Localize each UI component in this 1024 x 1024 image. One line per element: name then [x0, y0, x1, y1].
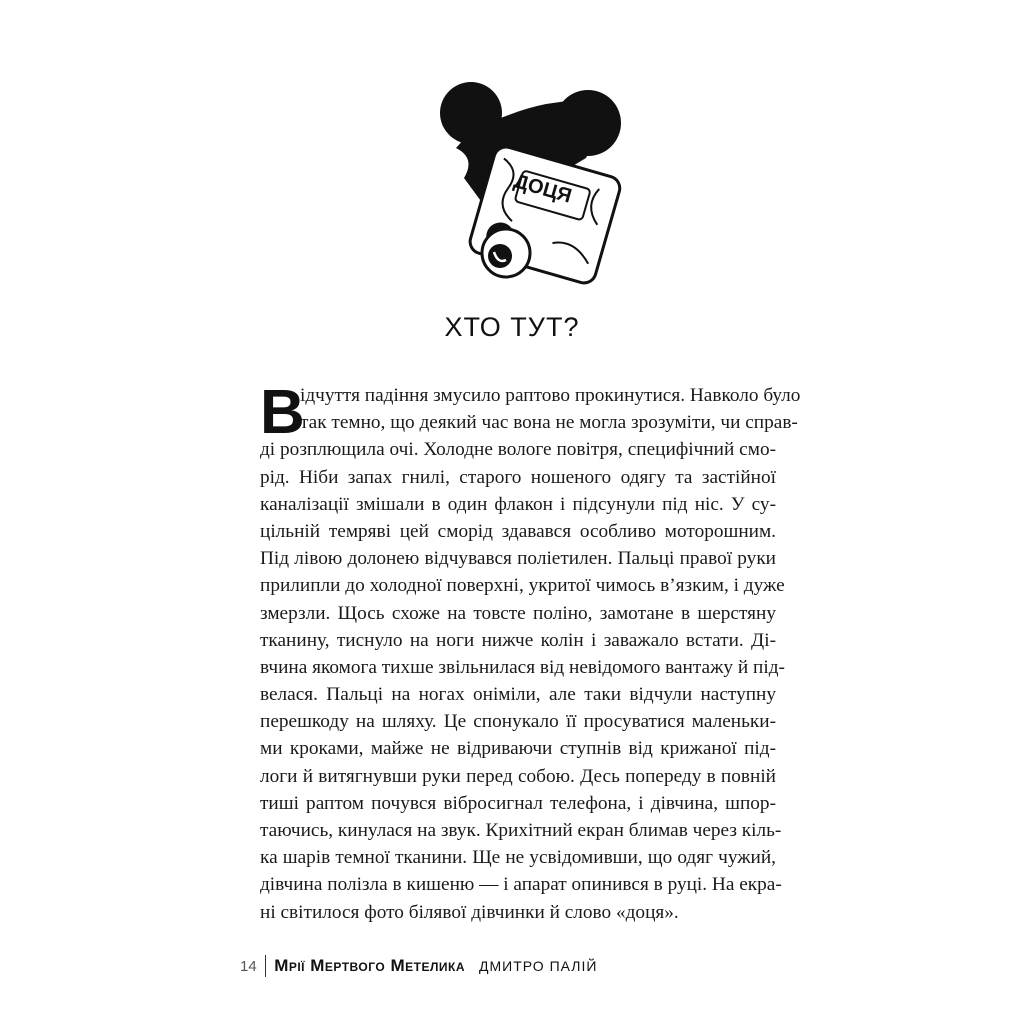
- puzzle-illustration: [436, 78, 624, 288]
- text-line: вчина якомога тихше звільнилася від невідомого вантажу й під-: [260, 656, 785, 678]
- book-title: Мрії Мертвого Метелика: [274, 956, 465, 975]
- text-line: ні світилося фото білявої дівчинки й слово «доця».: [260, 901, 679, 923]
- text-line: ідчуття падіння змусило раптово прокинутися. Навколо було: [300, 385, 801, 406]
- text-line: Під лівою долонею відчувався поліетилен. Пальці правої руки: [260, 548, 776, 570]
- text-line: ка шарів темної тканини. Ще не усвідомивши, що одяг чужий,: [260, 847, 776, 869]
- text-line: прилипли до холодної поверхні, укритої чимось в’язким, і дуже: [260, 575, 785, 597]
- body-text: [260, 378, 801, 926]
- puzzle-piece-phone-icon: [436, 78, 624, 288]
- text-line: змерзли. Щось схоже на товсте поліно, замотане в шерстяну: [260, 602, 776, 624]
- chapter-title: ХТО ТУТ?: [444, 312, 580, 342]
- dropcap: В: [260, 378, 305, 447]
- text-line: таючись, кинулася на звук. Крихітний екран блимав через кіль-: [260, 820, 782, 841]
- author-name: ДМИТРО ПАЛІЙ: [479, 958, 598, 974]
- text-line: ді розплющила очі. Холодне вологе повітря, специфічний смо-: [260, 439, 776, 461]
- text-line: каналізації змішали в один флакон і підсунули під ніс. У су-: [260, 493, 776, 515]
- text-line: дівчина полізла в кишеню — і апарат опинився в руці. На екра-: [260, 874, 782, 896]
- text-line: логи й витягнувши руки перед собою. Десь попереду в повній: [260, 765, 776, 787]
- text-line: так темно, що деякий час вона не могла зрозуміти, чи справ-: [300, 412, 798, 434]
- text-line: перешкоду на шляху. Це спонукало її просуватися маленьки-: [260, 711, 776, 733]
- text-line: тиші раптом почувся вібросигнал телефона, і дівчина, шпор-: [260, 792, 776, 814]
- footer-divider: [265, 955, 267, 977]
- page-footer: [240, 954, 597, 978]
- text-line: ми кроками, майже не відриваючи ступнів від крижаної під-: [260, 738, 776, 760]
- text-line: тканину, тиснуло на ноги нижче колін і заважало встати. Ді-: [260, 629, 776, 651]
- text-line: цільній темряві цей сморід здавався особливо моторошним.: [260, 520, 776, 542]
- text-line: велася. Пальці на ногах оніміли, але таки відчули наступну: [260, 684, 776, 706]
- screen-label: ДОЦЯ: [511, 170, 575, 208]
- page-number: 14: [240, 957, 257, 975]
- text-line: рід. Ніби запах гнилі, старого ношеного одягу та застійної: [260, 466, 776, 488]
